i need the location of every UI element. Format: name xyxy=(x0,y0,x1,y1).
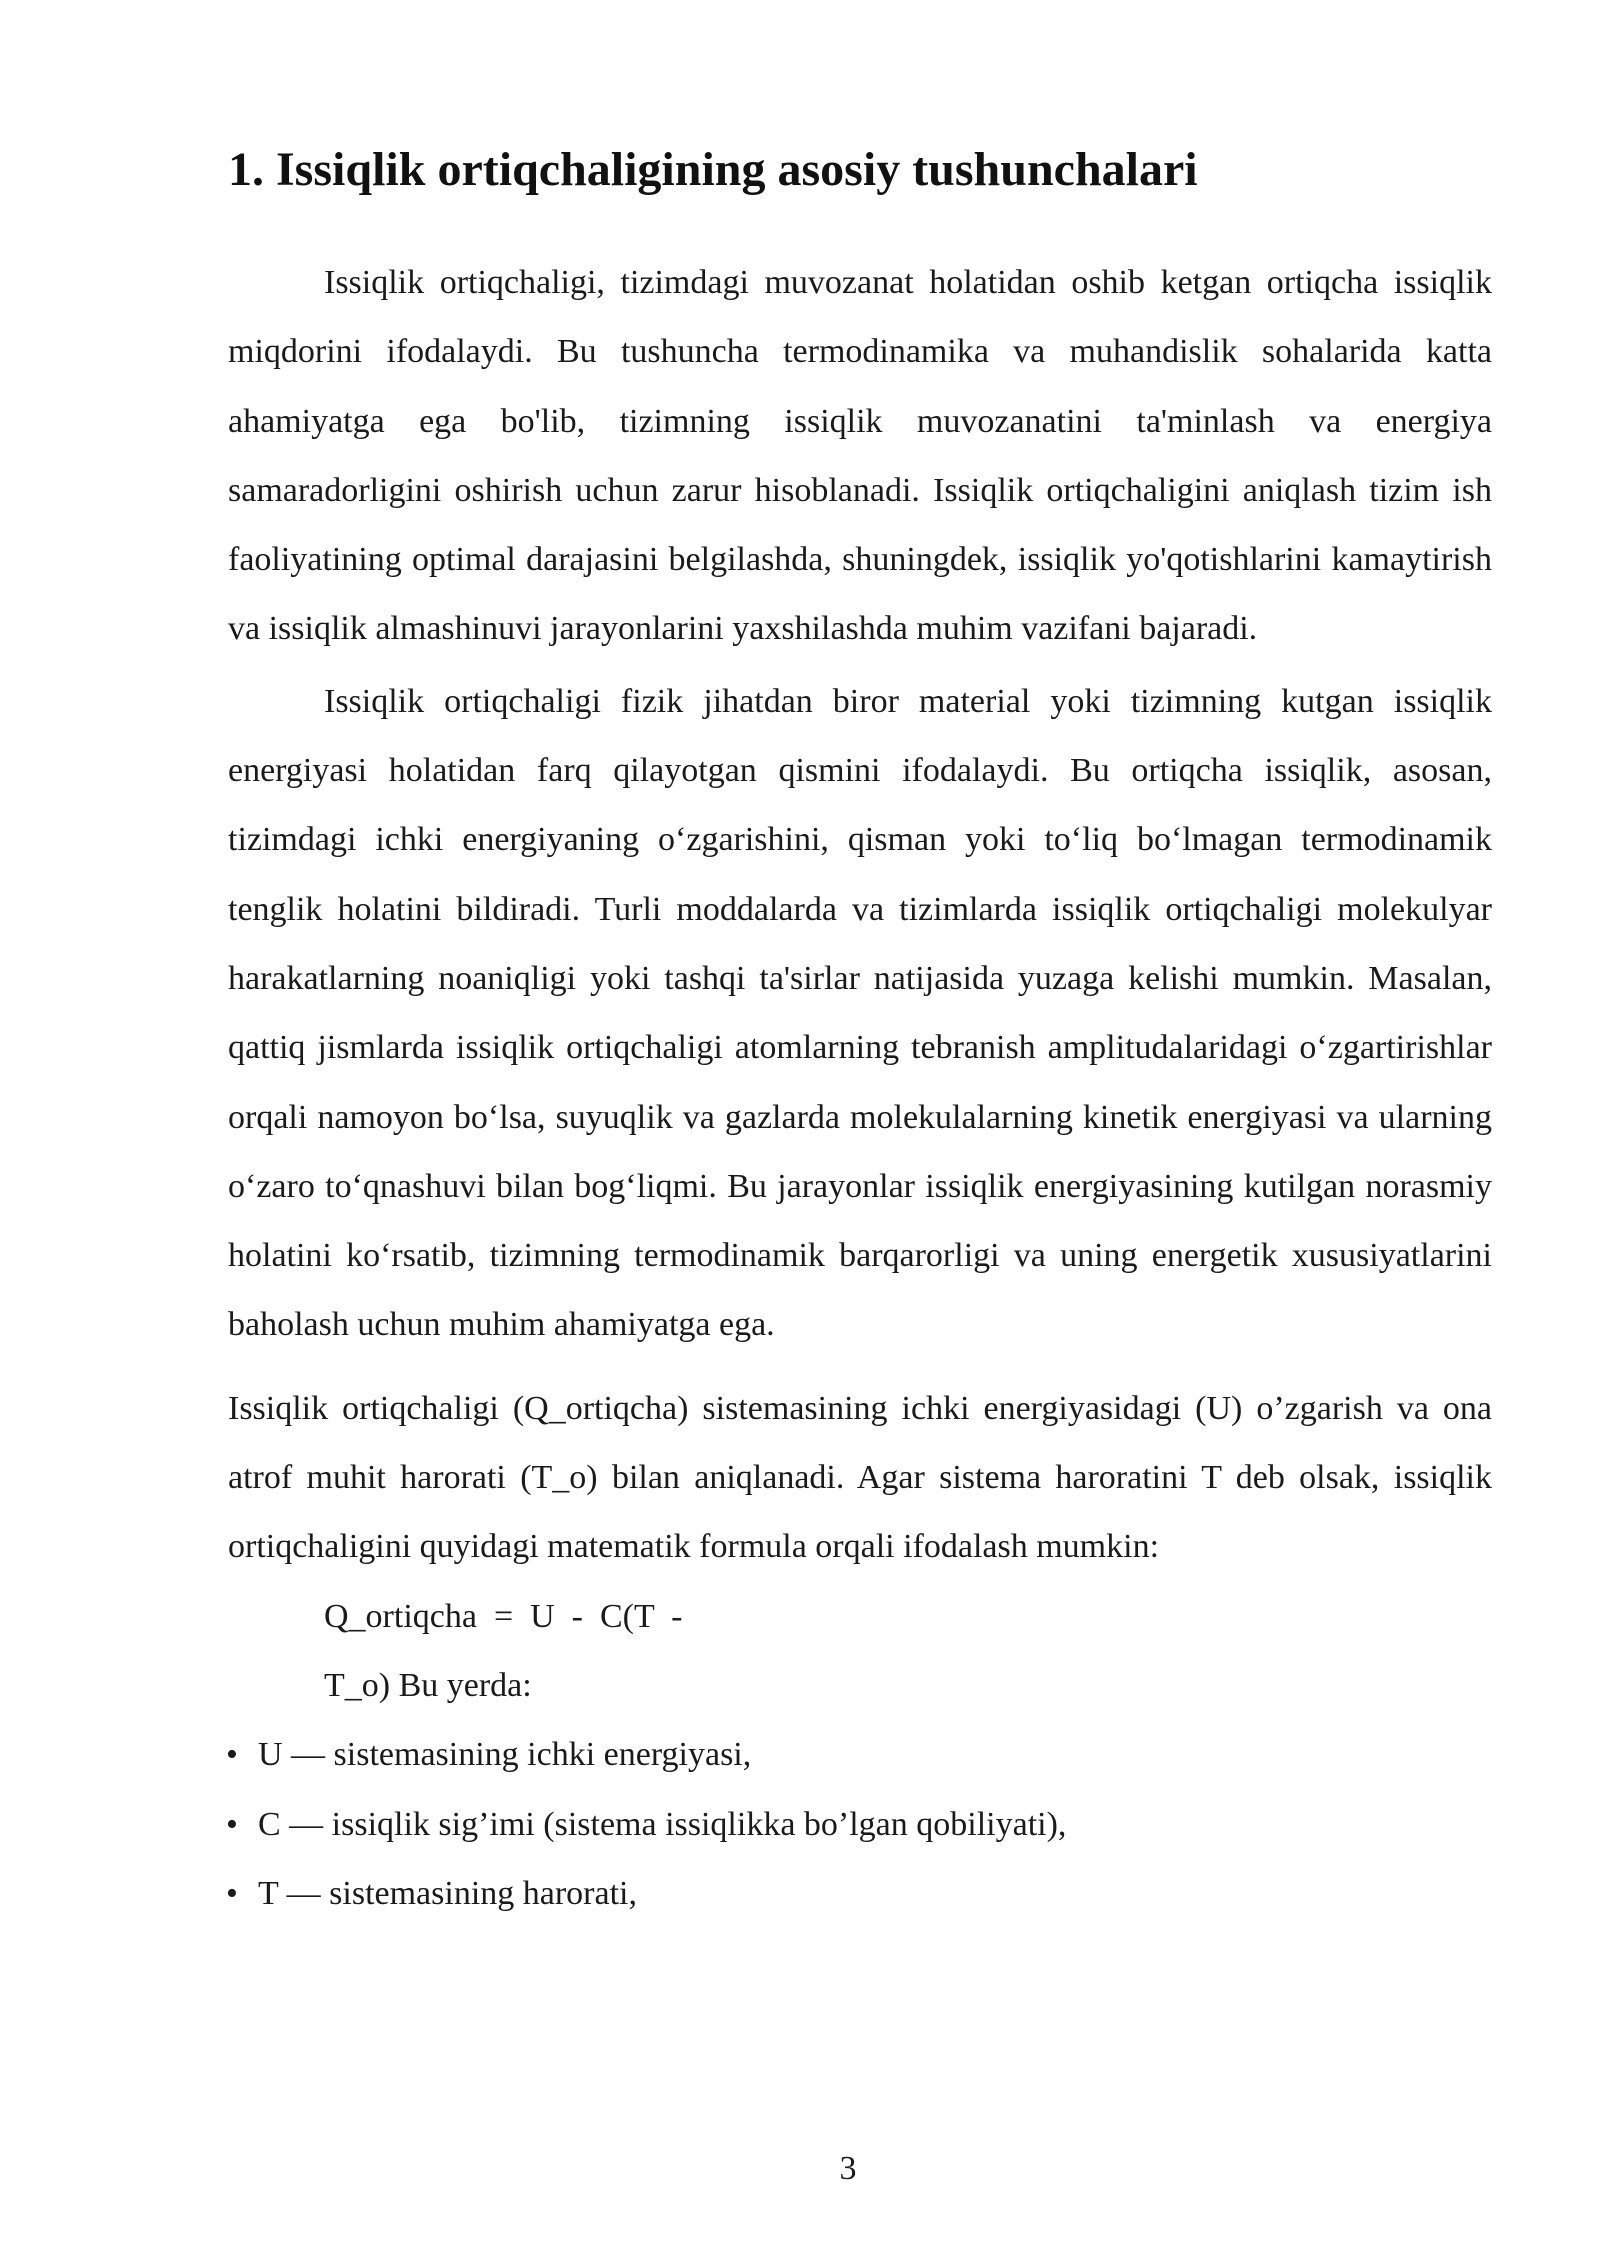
paragraph-3: Issiqlik ortiqchaligi (Q_ortiqcha) sistemasining ichki energiyasidagi (U) o’zgarish va ona atrof muhit harorati (T_o) bilan aniqlanadi. Agar sistema haroratini T deb olsak, issiqlik ortiqchaligini quyidagi matematik formula orqali ifodalash mumkin: xyxy=(228,1389,1492,1566)
list-item xyxy=(226,1720,1492,1789)
definition-list xyxy=(226,1720,1492,1928)
page-content xyxy=(228,130,1492,1928)
list-item xyxy=(226,1790,1492,1859)
section-heading: 1. Issiqlik ortiqchaligining asosiy tushunchalari xyxy=(228,143,1198,196)
bullet-marker: • xyxy=(226,1805,238,1843)
list-item-text: T — sistemasining harorati, xyxy=(258,1874,637,1912)
list-item xyxy=(226,1859,1492,1928)
bullet-marker: • xyxy=(226,1874,238,1912)
paragraph-2: Issiqlik ortiqchaligi fizik jihatdan biror material yoki tizimning kutgan issiqlik energiyasi holatidan farq qilayotgan qismini ifodalaydi. Bu ortiqcha issiqlik, asosan, tizimdagi ichki energiyaning o‘zgarishini, qisman yoki to‘liq bo‘lmagan termodinamik tenglik holatini bildiradi. Turli moddalarda va tizimlarda issiqlik ortiqchaligi molekulyar harakatlarning noaniqligi yoki tashqi ta'sirlar natijasida yuzaga kelishi mumkin. Masalan, qattiq jismlarda issiqlik ortiqchaligi atomlarning tebranish amplitudalaridagi o‘zgartirishlar orqali namoyon bo‘lsa, suyuqlik va gazlarda molekulalarning kinetik energiyasi va ularning o‘zaro to‘qnashuvi bilan bog‘liqmi. Bu jarayonlar issiqlik energiyasining kutilgan norasmiy holatini ko‘rsatib, tizimning termodinamik barqarorligi va uning energetik xususiyatlarini baholash uchun muhim ahamiyatga ega. xyxy=(228,682,1492,1344)
paragraph-1: Issiqlik ortiqchaligi, tizimdagi muvozanat holatidan oshib ketgan ortiqcha issiqlik miqdorini ifodalaydi. Bu tushuncha termodinamika va muhandislik sohalarida katta ahamiyatga ega bo'lib, tizimning issiqlik muvozanatini ta'minlash va energiya samaradorligini oshirish uchun zarur hisoblanadi. Issiqlik ortiqchaligini aniqlash tizim ish faoliyatining optimal darajasini belgilashda, shuningdek, issiqlik yo'qotishlarini kamaytirish va issiqlik almashinuvi jarayonlarini yaxshilashda muhim vazifani bajaradi. xyxy=(228,264,1492,648)
bullet-marker: • xyxy=(226,1736,238,1774)
list-item-text: C — issiqlik sig’imi (sistema issiqlikka bo’lgan qobiliyati), xyxy=(258,1805,1067,1843)
page-number: 3 xyxy=(839,2150,857,2187)
list-item-text: U — sistemasining ichki energiyasi, xyxy=(258,1736,752,1774)
formula-line-2: T_o) Bu yerda: xyxy=(324,1666,532,1704)
formula-line-1: Q_ortiqcha = U - C(T - xyxy=(324,1597,683,1635)
